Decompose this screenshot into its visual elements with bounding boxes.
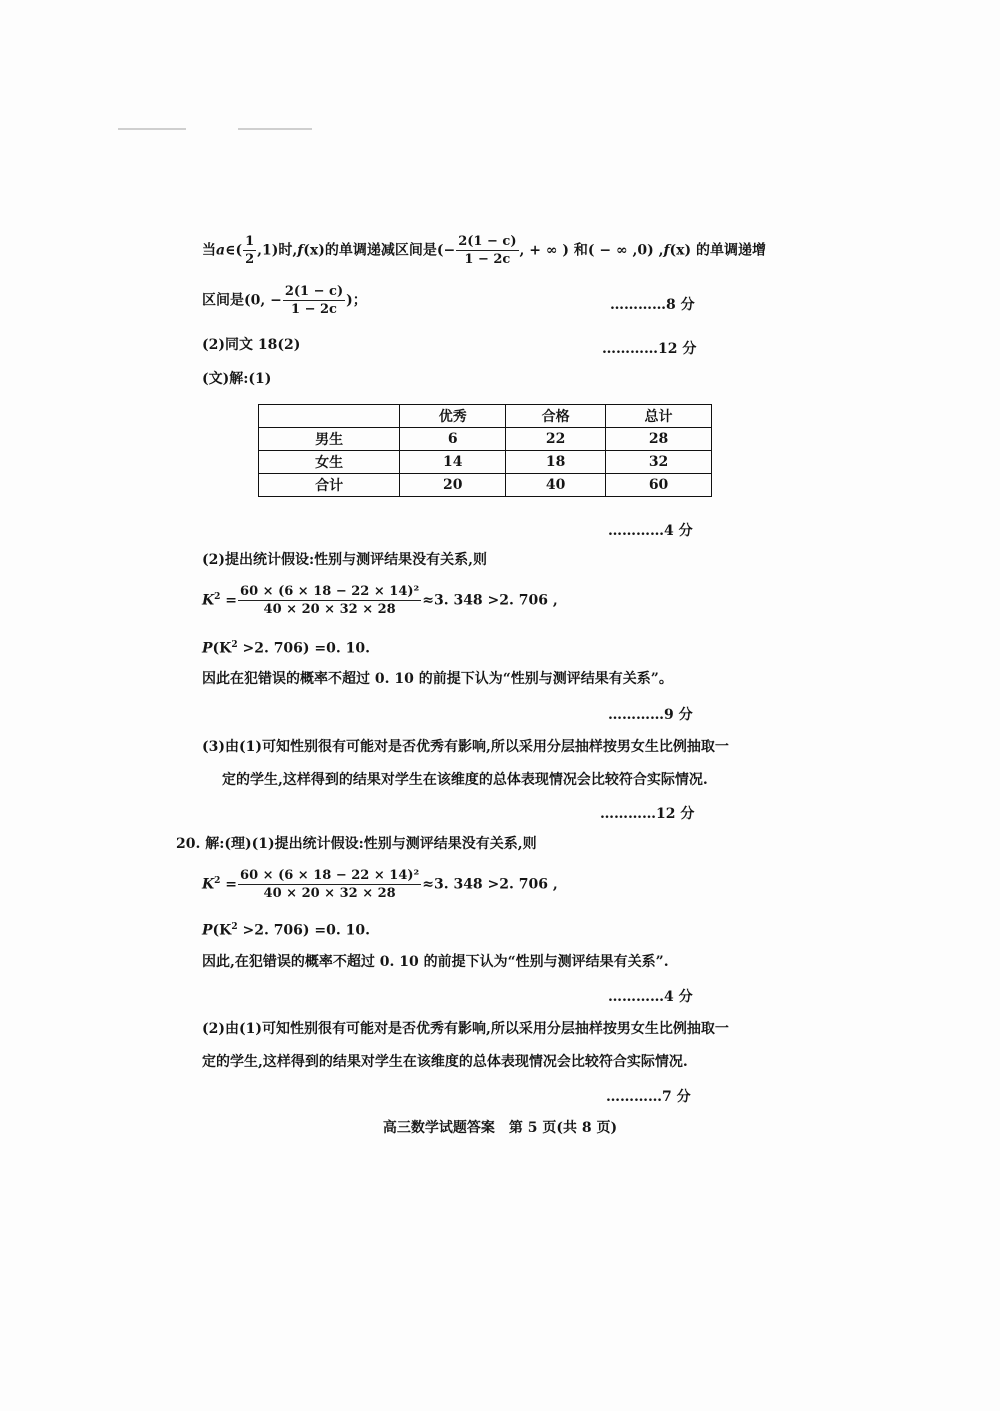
fraction-chi-square — [238, 868, 421, 901]
table-row — [259, 451, 712, 474]
table-cell: 18 — [506, 451, 606, 474]
variable: P — [202, 922, 213, 939]
superscript: 2 — [231, 640, 238, 650]
score-mark-8: …………8 分 — [610, 297, 695, 313]
table-cell: 20 — [400, 474, 506, 497]
variable: K — [202, 592, 215, 609]
fraction-interval-bound — [283, 284, 345, 317]
numerator: 2(1 − c) — [458, 234, 517, 249]
table-cell: 60 — [606, 474, 712, 497]
equals-sign: = — [220, 592, 238, 609]
text: ≈3. 348 >2. 706 , — [422, 592, 558, 609]
probability-statement — [202, 918, 370, 940]
table-row — [259, 428, 712, 451]
part-2-same-as-wen: (2)同文 18(2) — [202, 337, 301, 353]
score-mark-4: …………4 分 — [608, 523, 693, 539]
text: , + ∞ ) 和( − ∞ ,0) , — [519, 242, 664, 259]
scan-artifact — [238, 128, 312, 130]
text: ≈3. 348 >2. 706 , — [422, 876, 558, 893]
fraction-chi-square — [238, 584, 421, 617]
page-footer: 高三数学试题答案 第 5 页(共 8 页) — [382, 1120, 618, 1136]
denominator: 1 − 2c — [291, 302, 337, 317]
text: >2. 706) =0. 10. — [237, 640, 370, 657]
table-cell: 28 — [606, 428, 712, 451]
table-cell: 优秀 — [400, 405, 506, 428]
text: 区间是(0, − — [202, 292, 282, 309]
function-symbol: f — [663, 242, 670, 259]
text: >2. 706) =0. 10. — [237, 922, 370, 939]
li-part-2-line-2: 定的学生,这样得到的结果对学生在该维度的总体表现情况会比较符合实际情况. — [202, 1054, 688, 1070]
conclusion-statement: 因此在犯错误的概率不超过 0. 10 的前提下认为“性别与测评结果有关系”。 — [202, 671, 673, 687]
numerator: 2(1 − c) — [284, 284, 344, 299]
text: (x) 的单调递增 — [669, 242, 767, 259]
k-squared-formula — [202, 584, 558, 617]
table-cell: 14 — [400, 451, 506, 474]
denominator: 40 × 20 × 32 × 28 — [263, 602, 396, 617]
text: ,1)时, — [257, 242, 298, 259]
k-squared-formula — [202, 868, 558, 901]
superscript: 2 — [231, 922, 238, 932]
minus-sign: − — [443, 242, 456, 259]
text: 当 — [202, 242, 216, 259]
variable: K — [202, 876, 215, 893]
question-20-intro: 20. 解:(理)(1)提出统计假设:性别与测评结果没有关系,则 — [176, 836, 537, 852]
table-cell: 40 — [506, 474, 606, 497]
table-cell: 总计 — [606, 405, 712, 428]
table-cell: 合计 — [259, 474, 400, 497]
superscript: 2 — [214, 591, 221, 602]
variable: a — [216, 242, 226, 259]
monotonic-interval-line-1 — [202, 234, 766, 267]
table-cell: 合格 — [506, 405, 606, 428]
wen-part-3-line-1: (3)由(1)可知性别很有可能对是否优秀有影响,所以采用分层抽样按男女生比例抽取一 — [202, 739, 729, 755]
numerator: 1 — [245, 234, 255, 249]
function-symbol: f — [297, 242, 304, 259]
wen-part-3-line-2: 定的学生,这样得到的结果对学生在该维度的总体表现情况会比较符合实际情况. — [222, 772, 708, 788]
table-cell: 6 — [400, 428, 506, 451]
variable: P — [202, 640, 213, 657]
equals-sign: = — [220, 876, 238, 893]
superscript: 2 — [214, 875, 221, 886]
table-row — [259, 474, 712, 497]
table-cell: 32 — [606, 451, 712, 474]
denominator: 1 − 2c — [464, 252, 511, 267]
numerator: 60 × (6 × 18 − 22 × 14)² — [240, 584, 420, 599]
probability-statement — [202, 636, 370, 658]
conclusion-statement: 因此,在犯错误的概率不超过 0. 10 的前提下认为“性别与测评结果有关系”. — [202, 954, 669, 970]
table-cell: 女生 — [259, 451, 400, 474]
wen-solution-heading: (文)解:(1) — [202, 371, 272, 387]
table-cell — [259, 405, 400, 428]
score-mark-12: …………12 分 — [600, 806, 695, 822]
scan-artifact — [118, 128, 186, 130]
text: (x)的单调递减区间是( — [303, 242, 444, 259]
numerator: 60 × (6 × 18 − 22 × 14)² — [240, 868, 420, 883]
monotonic-interval-line-2 — [202, 284, 367, 317]
table-cell: 男生 — [259, 428, 400, 451]
text: (K — [212, 640, 232, 657]
fraction-one-half — [243, 234, 256, 267]
text: (K — [212, 922, 232, 939]
fraction-interval-bound — [456, 234, 518, 267]
denominator: 2 — [245, 252, 255, 267]
contingency-table — [258, 404, 712, 497]
score-mark-9: …………9 分 — [608, 707, 693, 723]
wen-part-2-intro: (2)提出统计假设:性别与测评结果没有关系,则 — [202, 552, 488, 568]
text: )； — [346, 292, 367, 309]
table-cell: 22 — [506, 428, 606, 451]
li-part-2-line-1: (2)由(1)可知性别很有可能对是否优秀有影响,所以采用分层抽样按男女生比例抽取一 — [202, 1021, 729, 1037]
denominator: 40 × 20 × 32 × 28 — [263, 886, 396, 901]
score-mark-12: …………12 分 — [602, 341, 697, 357]
table-header-row — [259, 405, 712, 428]
text: ∈( — [225, 242, 243, 259]
score-mark-4: …………4 分 — [608, 989, 693, 1005]
score-mark-7: …………7 分 — [606, 1089, 691, 1105]
